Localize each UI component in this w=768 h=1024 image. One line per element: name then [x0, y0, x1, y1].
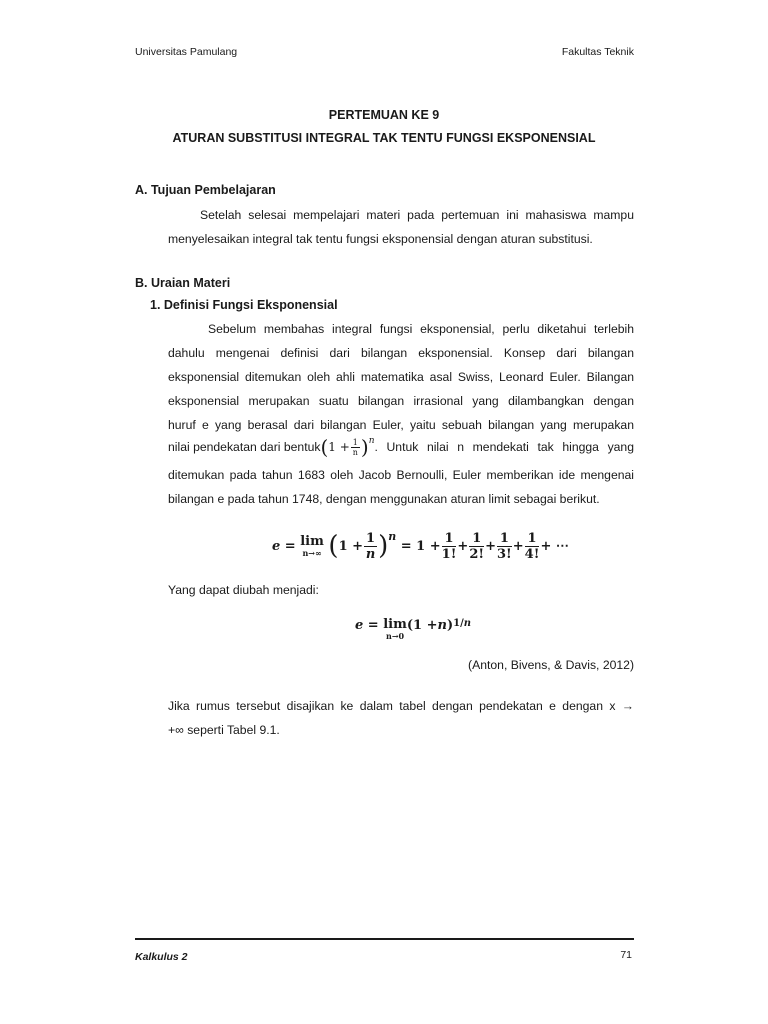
- section-a-heading: A. Tujuan Pembelajaran: [135, 183, 276, 197]
- euler-limit-equation: e = lim n→∞ ( 1 + $\frac{1}{n}$ ) $^n$ = 1 + $\frac{1}{1!}$ + $\frac{1}{2!}$ + $\frac{1}{3!}$ + $\frac{1}{4!}$ + ⋯: [272, 529, 569, 562]
- inline-formula-suffix: . Untuk nilai n mendekati tak hingga yang: [374, 440, 634, 454]
- page-number: 71: [620, 949, 632, 961]
- definition-paragraph-rest: [168, 463, 634, 511]
- footer-course: Kalkulus 2: [135, 951, 188, 963]
- footer-divider: [135, 938, 634, 940]
- paragraph-line: eksponensial ditemukan oleh ahli matematika asal Swiss, Leonard Euler. Bilangan: [168, 370, 634, 384]
- meeting-title: PERTEMUAN KE 9: [328, 108, 440, 122]
- paragraph-line: +∞ seperti Tabel 9.1.: [168, 723, 280, 737]
- paragraph-line: Yang dapat diubah menjadi:: [168, 583, 319, 597]
- table-intro-paragraph: [168, 694, 634, 742]
- euler-alternate-equation: e = lim n→0 (1 + n ) 1/n: [355, 617, 472, 641]
- section-a-paragraph: [168, 203, 634, 251]
- subsection-heading: 1. Definisi Fungsi Eksponensial: [150, 298, 338, 312]
- transition-text: [168, 578, 634, 602]
- header-faculty: Fakultas Teknik: [561, 46, 634, 58]
- section-b-heading: B. Uraian Materi: [135, 276, 231, 290]
- inline-formula-line: [168, 434, 634, 462]
- paragraph-line: ditemukan pada tahun 1683 oleh Jacob Bernoulli, Euler memberikan ide mengenai: [168, 468, 634, 482]
- paragraph-line: bilangan e pada tahun 1748, dengan menggunakan aturan limit sebagai berikut.: [168, 492, 600, 506]
- paragraph-line: eksponensial merupakan suatu bilangan irrasional yang dilambangkan dengan: [168, 394, 634, 408]
- paragraph-line: huruf e yang berasal dari bilangan Euler, yaitu sebuah bilangan yang merupakan: [168, 418, 634, 432]
- citation: (Anton, Bivens, & Davis, 2012): [468, 658, 634, 672]
- paragraph-line: Sebelum membahas integral fungsi eksponensial, perlu diketahui terlebih: [208, 322, 634, 336]
- paragraph-line: menyelesaikan integral tak tentu fungsi eksponensial dengan aturan substitusi.: [168, 232, 593, 246]
- definition-paragraph: [168, 317, 634, 437]
- paragraph-line: Jika rumus tersebut disajikan ke dalam tabel dengan pendekatan e dengan x →: [168, 699, 634, 713]
- paragraph-line: dahulu mengenai definisi dari bilangan eksponensial. Konsep dari bilangan: [168, 346, 634, 360]
- paragraph-line: Setelah selesai mempelajari materi pada pertemuan ini mahasiswa mampu: [200, 208, 634, 222]
- header-university: Universitas Pamulang: [135, 46, 238, 58]
- inline-formula-prefix: nilai pendekatan dari bentuk: [168, 440, 321, 454]
- chapter-title: ATURAN SUBSTITUSI INTEGRAL TAK TENTU FUNGSI EKSPONENSIAL: [172, 131, 596, 145]
- inline-formula: ( 1 + $\frac{1}{n}$ ) $^n$: [320, 435, 375, 459]
